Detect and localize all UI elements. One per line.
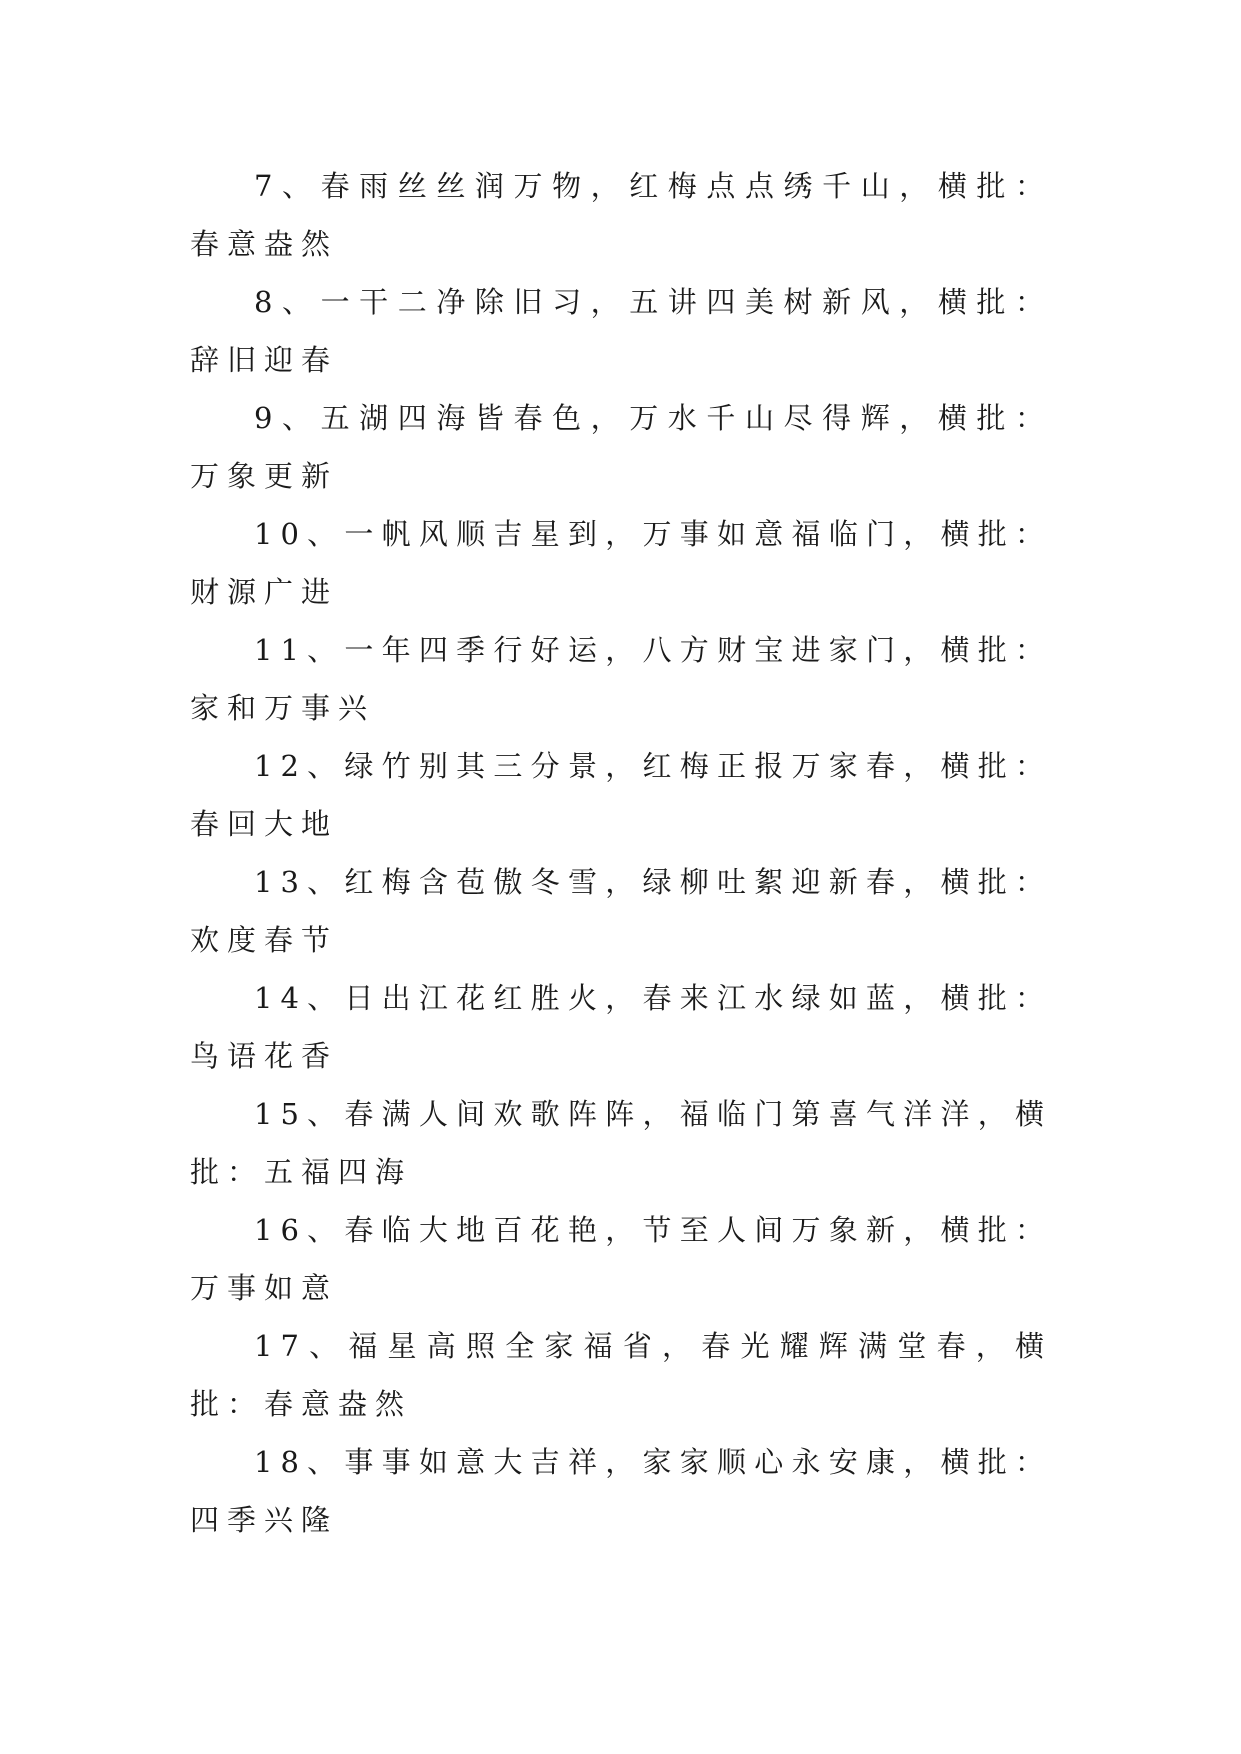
couplet-item-13: 13、红梅含苞傲冬雪，绿柳吐絮迎新春，横批：欢度春节 — [190, 865, 1052, 957]
couplet-item-16: 16、春临大地百花艳，节至人间万象新，横批：万事如意 — [190, 1213, 1052, 1305]
couplet-item-8: 8、一干二净除旧习，五讲四美树新风，横批：辞旧迎春 — [190, 285, 1052, 377]
couplet-item-9: 9、五湖四海皆春色，万水千山尽得辉，横批：万象更新 — [190, 401, 1052, 493]
couplet-item-10: 10、一帆风顺吉星到，万事如意福临门，横批：财源广进 — [190, 517, 1052, 609]
couplet-item-12: 12、绿竹别其三分景，红梅正报万家春，横批：春回大地 — [190, 749, 1052, 841]
couplet-list — [190, 157, 1052, 1549]
couplet-item-14: 14、日出江花红胜火，春来江水绿如蓝，横批：鸟语花香 — [190, 981, 1052, 1073]
couplet-item-15: 15、春满人间欢歌阵阵，福临门第喜气洋洋，横批：五福四海 — [190, 1097, 1052, 1189]
couplet-item-18: 18、事事如意大吉祥，家家顺心永安康，横批：四季兴隆 — [190, 1445, 1052, 1537]
couplet-item-11: 11、一年四季行好运，八方财宝进家门，横批：家和万事兴 — [190, 633, 1052, 725]
couplet-item-7: 7、春雨丝丝润万物，红梅点点绣千山，横批：春意盎然 — [190, 169, 1052, 261]
couplet-item-17: 17、福星高照全家福省，春光耀辉满堂春，横批：春意盎然 — [190, 1329, 1052, 1421]
